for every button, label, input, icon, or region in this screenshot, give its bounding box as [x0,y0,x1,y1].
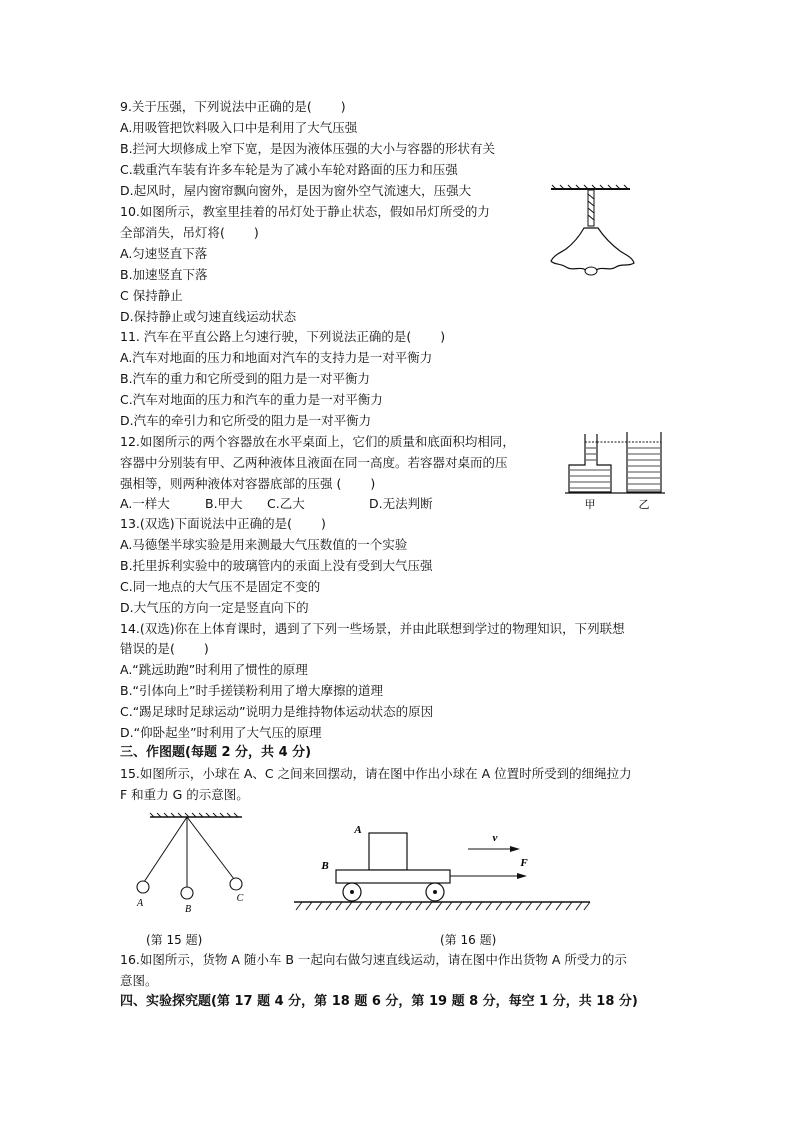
q11-option-d: D.汽车的牵引力和它所受的阻力是一对平衡力 [120,413,372,428]
figure-16-caption: (第 16 题) [440,933,497,947]
q13-stem: 13.(双选)下面说法中正确的是( ) [120,516,326,531]
q9-option-c: C.载重汽车装有许多车轮是为了减小车轮对路面的压力和压强 [120,162,458,177]
q11-option-b: B.汽车的重力和它所受到的阻力是一对平衡力 [120,371,371,386]
q12-option-d: D.无法判断 [369,496,433,511]
label-yi: 乙 [638,499,650,511]
q10-option-b: B.加速竖直下落 [120,267,208,282]
q15-stem-line1: 15.如图所示，小球在 A、C 之间来回摆动，请在图中作出小球在 A 位置时所受到的细绳拉力 [120,766,632,781]
q12-option-c: C.乙大 [267,496,305,511]
cart-label-b: B [321,860,329,872]
q12-option-b: B.甲大 [205,496,243,511]
figure-15-caption: (第 15 题) [146,933,203,947]
q16-stem-line1: 16.如图所示，货物 A 随小车 B 一起向右做匀速直线运动，请在图中作出货物 A 所受力的示 [120,952,627,967]
q16-stem-line2: 意图。 [120,973,158,988]
q14-option-b: B.“引体向上”时手搓镁粉利用了增大摩擦的道理 [120,683,384,698]
two-containers-figure [565,430,665,512]
q15-stem-line2: F 和重力 G 的示意图。 [120,787,249,802]
q14-stem-line2: 错误的是( ) [120,641,209,656]
q12-stem-line1: 12.如图所示的两个容器放在水平桌面上，它们的质量和底面积均相同， [120,434,515,449]
q14-option-d: D.“仰卧起坐”时利用了大气压的原理 [120,725,322,740]
velocity-label: v [492,832,498,844]
q10-stem-line2: 全部消失，吊灯将( ) [120,225,259,240]
q13-option-b: B.托里拆利实验中的玻璃管内的汞面上没有受到大气压强 [120,558,433,573]
q13-option-c: C.同一地点的大气压不是固定不变的 [120,579,321,594]
q14-option-c: C.“踢足球时足球运动”说明力是维持物体运动状态的原因 [120,704,434,719]
pendulum-label-a: A [136,898,144,909]
q12-stem-line2: 容器中分别装有甲、乙两种液体且液面在同一高度。若容器对桌而的压 [120,455,508,470]
cart-figure [290,820,595,915]
q11-option-c: C.汽车对地面的压力和汽车的重力是一对平衡力 [120,392,383,407]
section-4-heading: 四、实验探究题(第 17 题 4 分，第 18 题 6 分，第 19 题 8 分，每空 1 分，共 18 分) [120,994,638,1009]
section-3-heading: 三、作图题(每题 2 分，共 4 分) [120,745,312,760]
q9-option-b: B.拦河大坝修成上窄下宽，是因为液体压强的大小与容器的形状有关 [120,141,496,156]
q12-option-a: A.一样大 [120,496,170,511]
q9-option-d: D.起风时，屋内窗帘飘向窗外，是因为窗外空气流速大，压强大 [120,183,472,198]
cart-label-a: A [354,824,362,836]
q12-stem-line3: 强相等，则两种液体对容器底部的压强 ( ) [120,476,376,491]
q9-stem: 9.关于压强，下列说法中正确的是( ) [120,99,346,114]
pendulum-label-c: C [236,893,244,904]
q11-option-a: A.汽车对地面的压力和地面对汽车的支持力是一对平衡力 [120,350,433,365]
q12-options [120,496,433,512]
label-jia: 甲 [584,499,596,511]
q14-stem-line1: 14.(双选)你在上体育课时，遇到了下列一些场景，并由此联想到学过的物理知识，下列联想 [120,621,625,636]
q10-option-d: D.保持静止或匀速直线运动状态 [120,309,297,324]
q11-stem: 11. 汽车在平直公路上匀速行驶，下列说法正确的是( ) [120,329,446,344]
pendulum-figure [130,812,250,917]
q10-stem-line1: 10.如图所示，教室里挂着的吊灯处于静止状态，假如吊灯所受的力 [120,204,490,219]
force-label: F [520,857,528,869]
hanging-lamp-figure [548,185,638,280]
q13-option-d: D.大气压的方向一定是竖直向下的 [120,600,309,615]
q10-option-c: C 保持静止 [120,288,183,303]
q13-option-a: A.马德堡半球实验是用来测最大气压数值的一个实验 [120,537,408,552]
q10-option-a: A.匀速竖直下落 [120,246,208,261]
q14-option-a: A.“跳远助跑”时利用了惯性的原理 [120,662,308,677]
q9-option-a: A.用吸管把饮料吸入口中是利用了大气压强 [120,120,358,135]
pendulum-label-b: B [184,904,192,915]
